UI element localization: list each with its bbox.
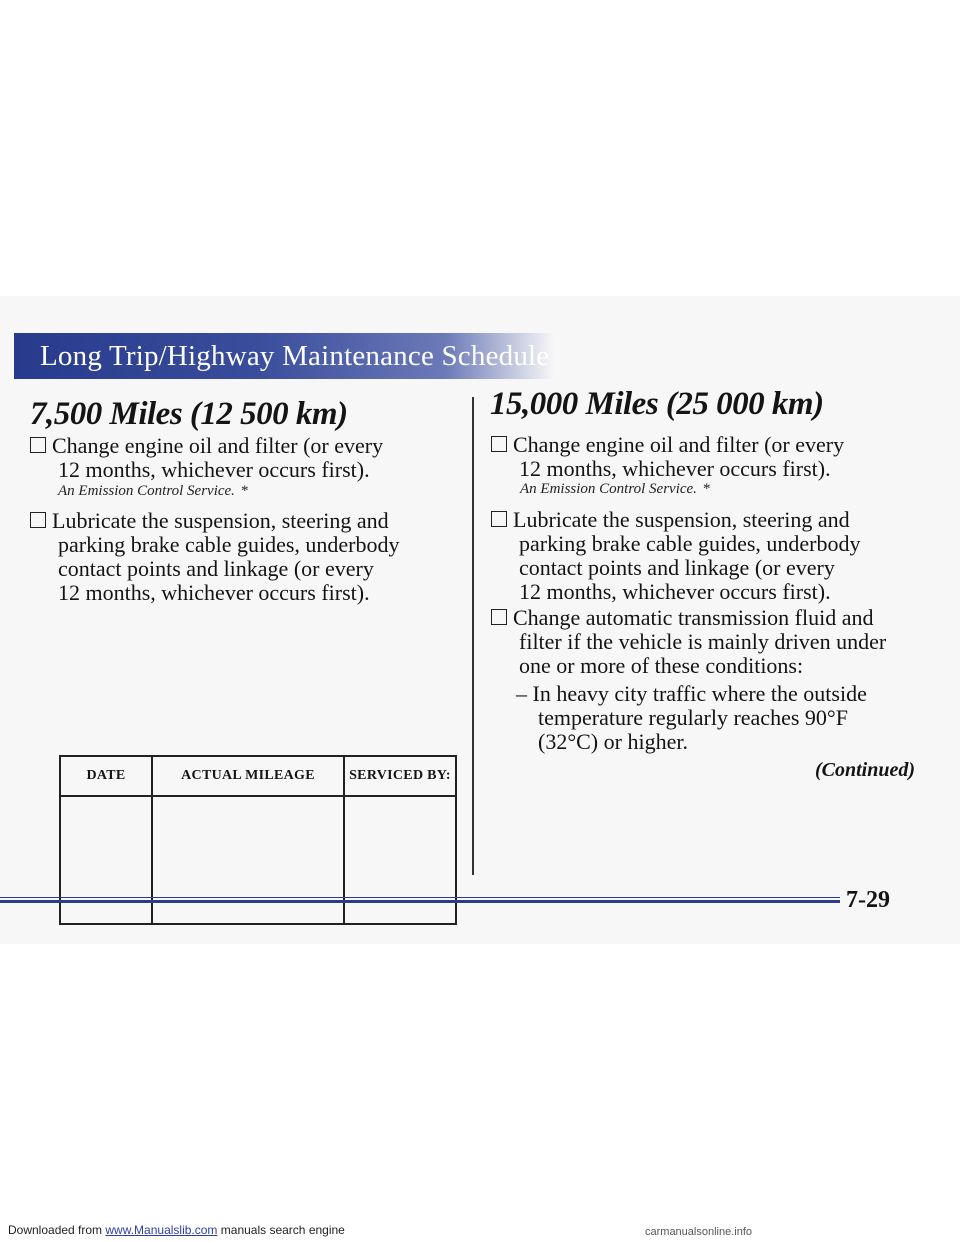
continued-label: (Continued) (815, 759, 916, 781)
left-item-lube-line-2: parking brake cable guides, underbody (58, 532, 400, 557)
asterisk-mark: * (702, 481, 711, 497)
page-number: 7-29 (846, 887, 890, 913)
serviced-by-header: SERVICED BY: (344, 756, 456, 796)
checkbox-icon (30, 512, 46, 528)
right-heading: 15,000 Miles (25 000 km) (490, 386, 824, 422)
checkbox-icon (491, 609, 507, 625)
checkbox-icon (491, 511, 507, 527)
footer-rule-thick (0, 900, 840, 903)
left-item-lube-line-4: 12 months, whichever occurs first). (58, 580, 370, 605)
left-item-lube-line-1: Lubricate the suspension, steering and (30, 509, 400, 533)
left-item-lube-line-3: contact points and linkage (or every (58, 556, 374, 581)
manualslib-link[interactable]: www.Manualslib.com (105, 1223, 218, 1237)
right-item-lube-line-4: 12 months, whichever occurs first). (519, 579, 831, 604)
left-item-oil (30, 434, 383, 482)
mileage-cell (152, 796, 344, 924)
right-item-transmission (491, 606, 886, 678)
right-subitem-line-1: – In heavy city traffic where the outside (516, 681, 867, 706)
left-item-oil-line-2: 12 months, whichever occurs first). (58, 457, 370, 482)
right-subitem-line-3: (32°C) or higher. (538, 729, 688, 754)
right-item-oil-line-2: 12 months, whichever occurs first). (519, 456, 831, 481)
right-item-lube-line-2: parking brake cable guides, underbody (519, 531, 861, 556)
date-header: DATE (60, 756, 152, 796)
right-item-transmission-line-3: one or more of these conditions: (519, 653, 804, 678)
right-item-oil (491, 433, 844, 481)
right-item-transmission-line-2: filter if the vehicle is mainly driven under (519, 629, 887, 654)
left-heading: 7,500 Miles (12 500 km) (30, 396, 348, 432)
right-item-lube-line-3: contact points and linkage (or every (519, 555, 835, 580)
mileage-header: ACTUAL MILEAGE (152, 756, 344, 796)
section-title: Long Trip/Highway Maintenance Schedule (40, 340, 550, 372)
table-header-row (60, 756, 456, 796)
asterisk-mark: * (240, 483, 249, 499)
watermark: carmanualsonline.info (645, 1226, 753, 1238)
column-divider (472, 397, 474, 875)
right-subitem-traffic (516, 682, 867, 754)
right-item-lube (491, 508, 861, 604)
left-item-lube (30, 509, 400, 605)
footer-rule (0, 897, 840, 898)
serviced-by-cell (344, 796, 456, 924)
right-emission-note: An Emission Control Service. * (520, 481, 711, 497)
right-item-transmission-line-1: Change automatic transmission fluid and (491, 606, 886, 630)
right-subitem-line-2: temperature regularly reaches 90°F (538, 705, 848, 730)
right-item-oil-line-1: Change engine oil and filter (or every (491, 433, 844, 457)
right-item-lube-line-1: Lubricate the suspension, steering and (491, 508, 861, 532)
checkbox-icon (491, 436, 507, 452)
date-cell (60, 796, 152, 924)
download-footer: Downloaded from www.Manualslib.com manuals search engine (8, 1223, 345, 1237)
left-item-oil-line-1: Change engine oil and filter (or every (30, 434, 383, 458)
table-row (60, 796, 456, 924)
checkbox-icon (30, 437, 46, 453)
left-emission-note: An Emission Control Service. * (58, 483, 249, 499)
